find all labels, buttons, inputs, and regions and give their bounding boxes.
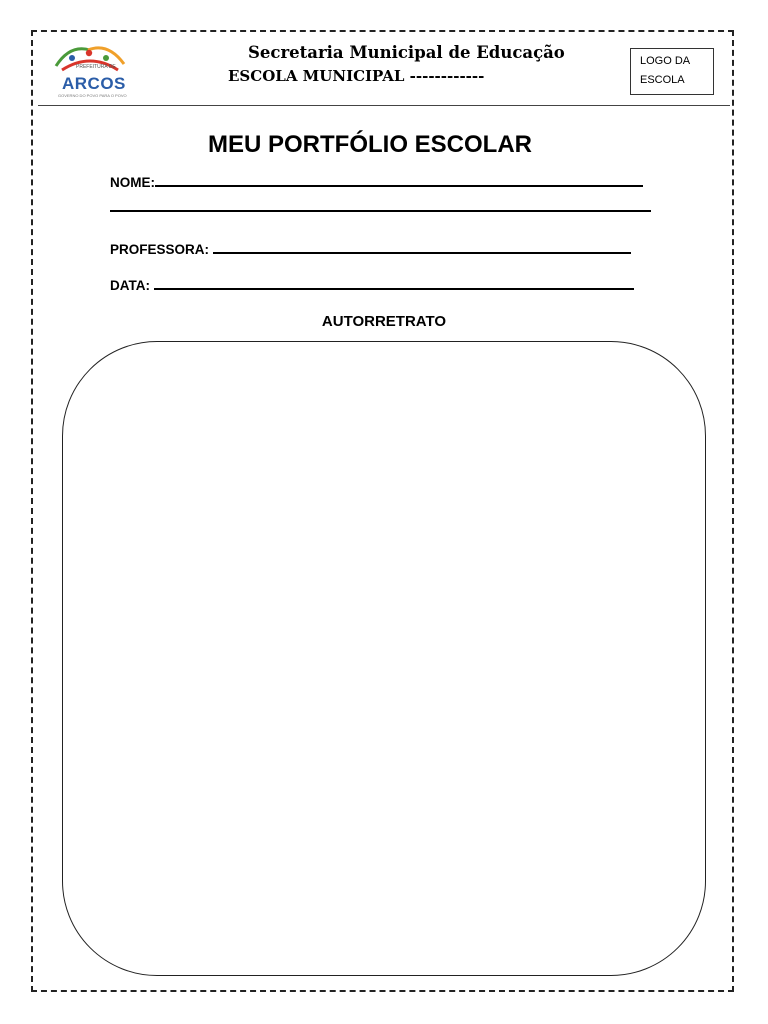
nome-field[interactable] (110, 173, 643, 190)
logo-placeholder-line1: LOGO DA (640, 55, 691, 67)
professora-line[interactable] (213, 240, 631, 254)
prefeitura-arcos-logo (50, 40, 128, 100)
nome-line[interactable] (155, 173, 643, 187)
autorretrato-label: AUTORRETRATO (321, 313, 447, 330)
logo-name: ARCOS (62, 74, 126, 93)
nome-continuation-line[interactable] (110, 210, 651, 212)
school-logo-placeholder (630, 48, 714, 95)
data-field[interactable] (110, 276, 634, 293)
logo-top-text: PREFEITURA DE (76, 64, 116, 70)
school-name: ESCOLA MUNICIPAL ------------ (228, 67, 485, 85)
data-label: DATA: (110, 278, 150, 293)
page-title: MEU PORTFÓLIO ESCOLAR (208, 131, 532, 158)
professora-label: PROFESSORA: (110, 242, 210, 257)
professora-field[interactable] (110, 240, 631, 257)
nome-label: NOME: (110, 175, 155, 190)
self-portrait-drawing-area[interactable] (62, 341, 706, 976)
header-divider (38, 105, 730, 106)
logo-subtitle: GOVERNO DO POVO PARA O POVO (58, 93, 127, 98)
secretaria-title: Secretaria Municipal de Educação (248, 43, 565, 62)
data-line[interactable] (154, 276, 634, 290)
logo-placeholder-line2: ESCOLA (640, 74, 685, 86)
